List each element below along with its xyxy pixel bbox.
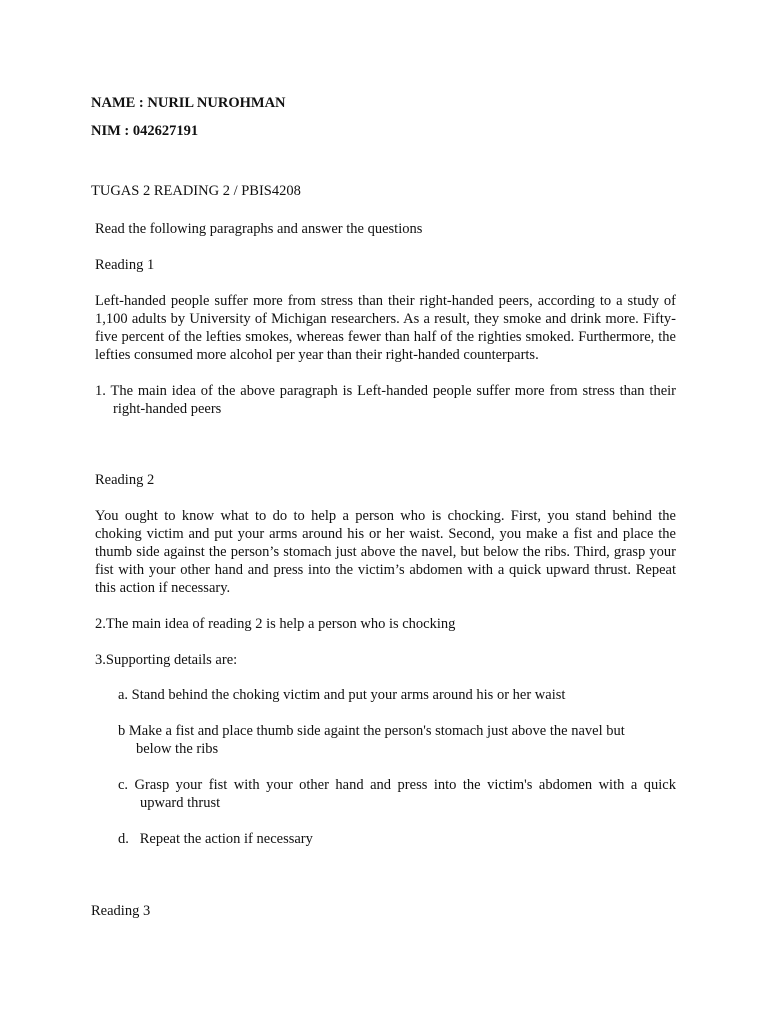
student-nim: NIM : 042627191 (91, 123, 199, 139)
reading1-paragraph: Left-handed people suffer more from stress than their right-handed peers, according to a study of 1,100 adults by University of Michigan researchers. As a result, they smoke and drink more. Fifty-five percent of the lefties smokes, whereas fewer than half of the righties smoked. Furthermore, the lefties consumed more alcohol per year than their right-handed counterparts. (95, 293, 676, 363)
reading2-paragraph: You ought to know what to do to help a person who is chocking. First, you stand behind the choking victim and put your arms around his or her waist. Second, you make a fist and place the thumb side against the person’s stomach just above the navel, but below the ribs. Third, grasp your fist with your other hand and press into the victim’s abdomen with a quick upward thrust. Repeat this action if necessary. (95, 508, 676, 596)
reading3-heading: Reading 3 (91, 903, 151, 919)
reading2-heading: Reading 2 (95, 472, 155, 488)
detail-item-c: c. Grasp your fist with your other hand and press into the victim's abdomen with a quick upward thrust (118, 777, 676, 811)
task-title: TUGAS 2 READING 2 / PBIS4208 (91, 183, 301, 199)
reading1-answer: 1. The main idea of the above paragraph is Left-handed people suffer more from stress than their right-handed peers (95, 383, 676, 417)
supporting-details-heading: 3.Supporting details are: (95, 652, 238, 668)
detail-item-d: d. Repeat the action if necessary (118, 831, 313, 847)
student-name: NAME : NURIL NUROHMAN (91, 95, 286, 111)
reading1-heading: Reading 1 (95, 257, 155, 273)
reading2-main-idea: 2.The main idea of reading 2 is help a person who is chocking (95, 616, 456, 632)
detail-item-a: a. Stand behind the choking victim and put your arms around his or her waist (118, 687, 566, 703)
detail-item-b: b Make a fist and place thumb side againt the person's stomach just above the navel but below the ribs (118, 723, 625, 757)
instruction-text: Read the following paragraphs and answer the questions (95, 221, 423, 237)
